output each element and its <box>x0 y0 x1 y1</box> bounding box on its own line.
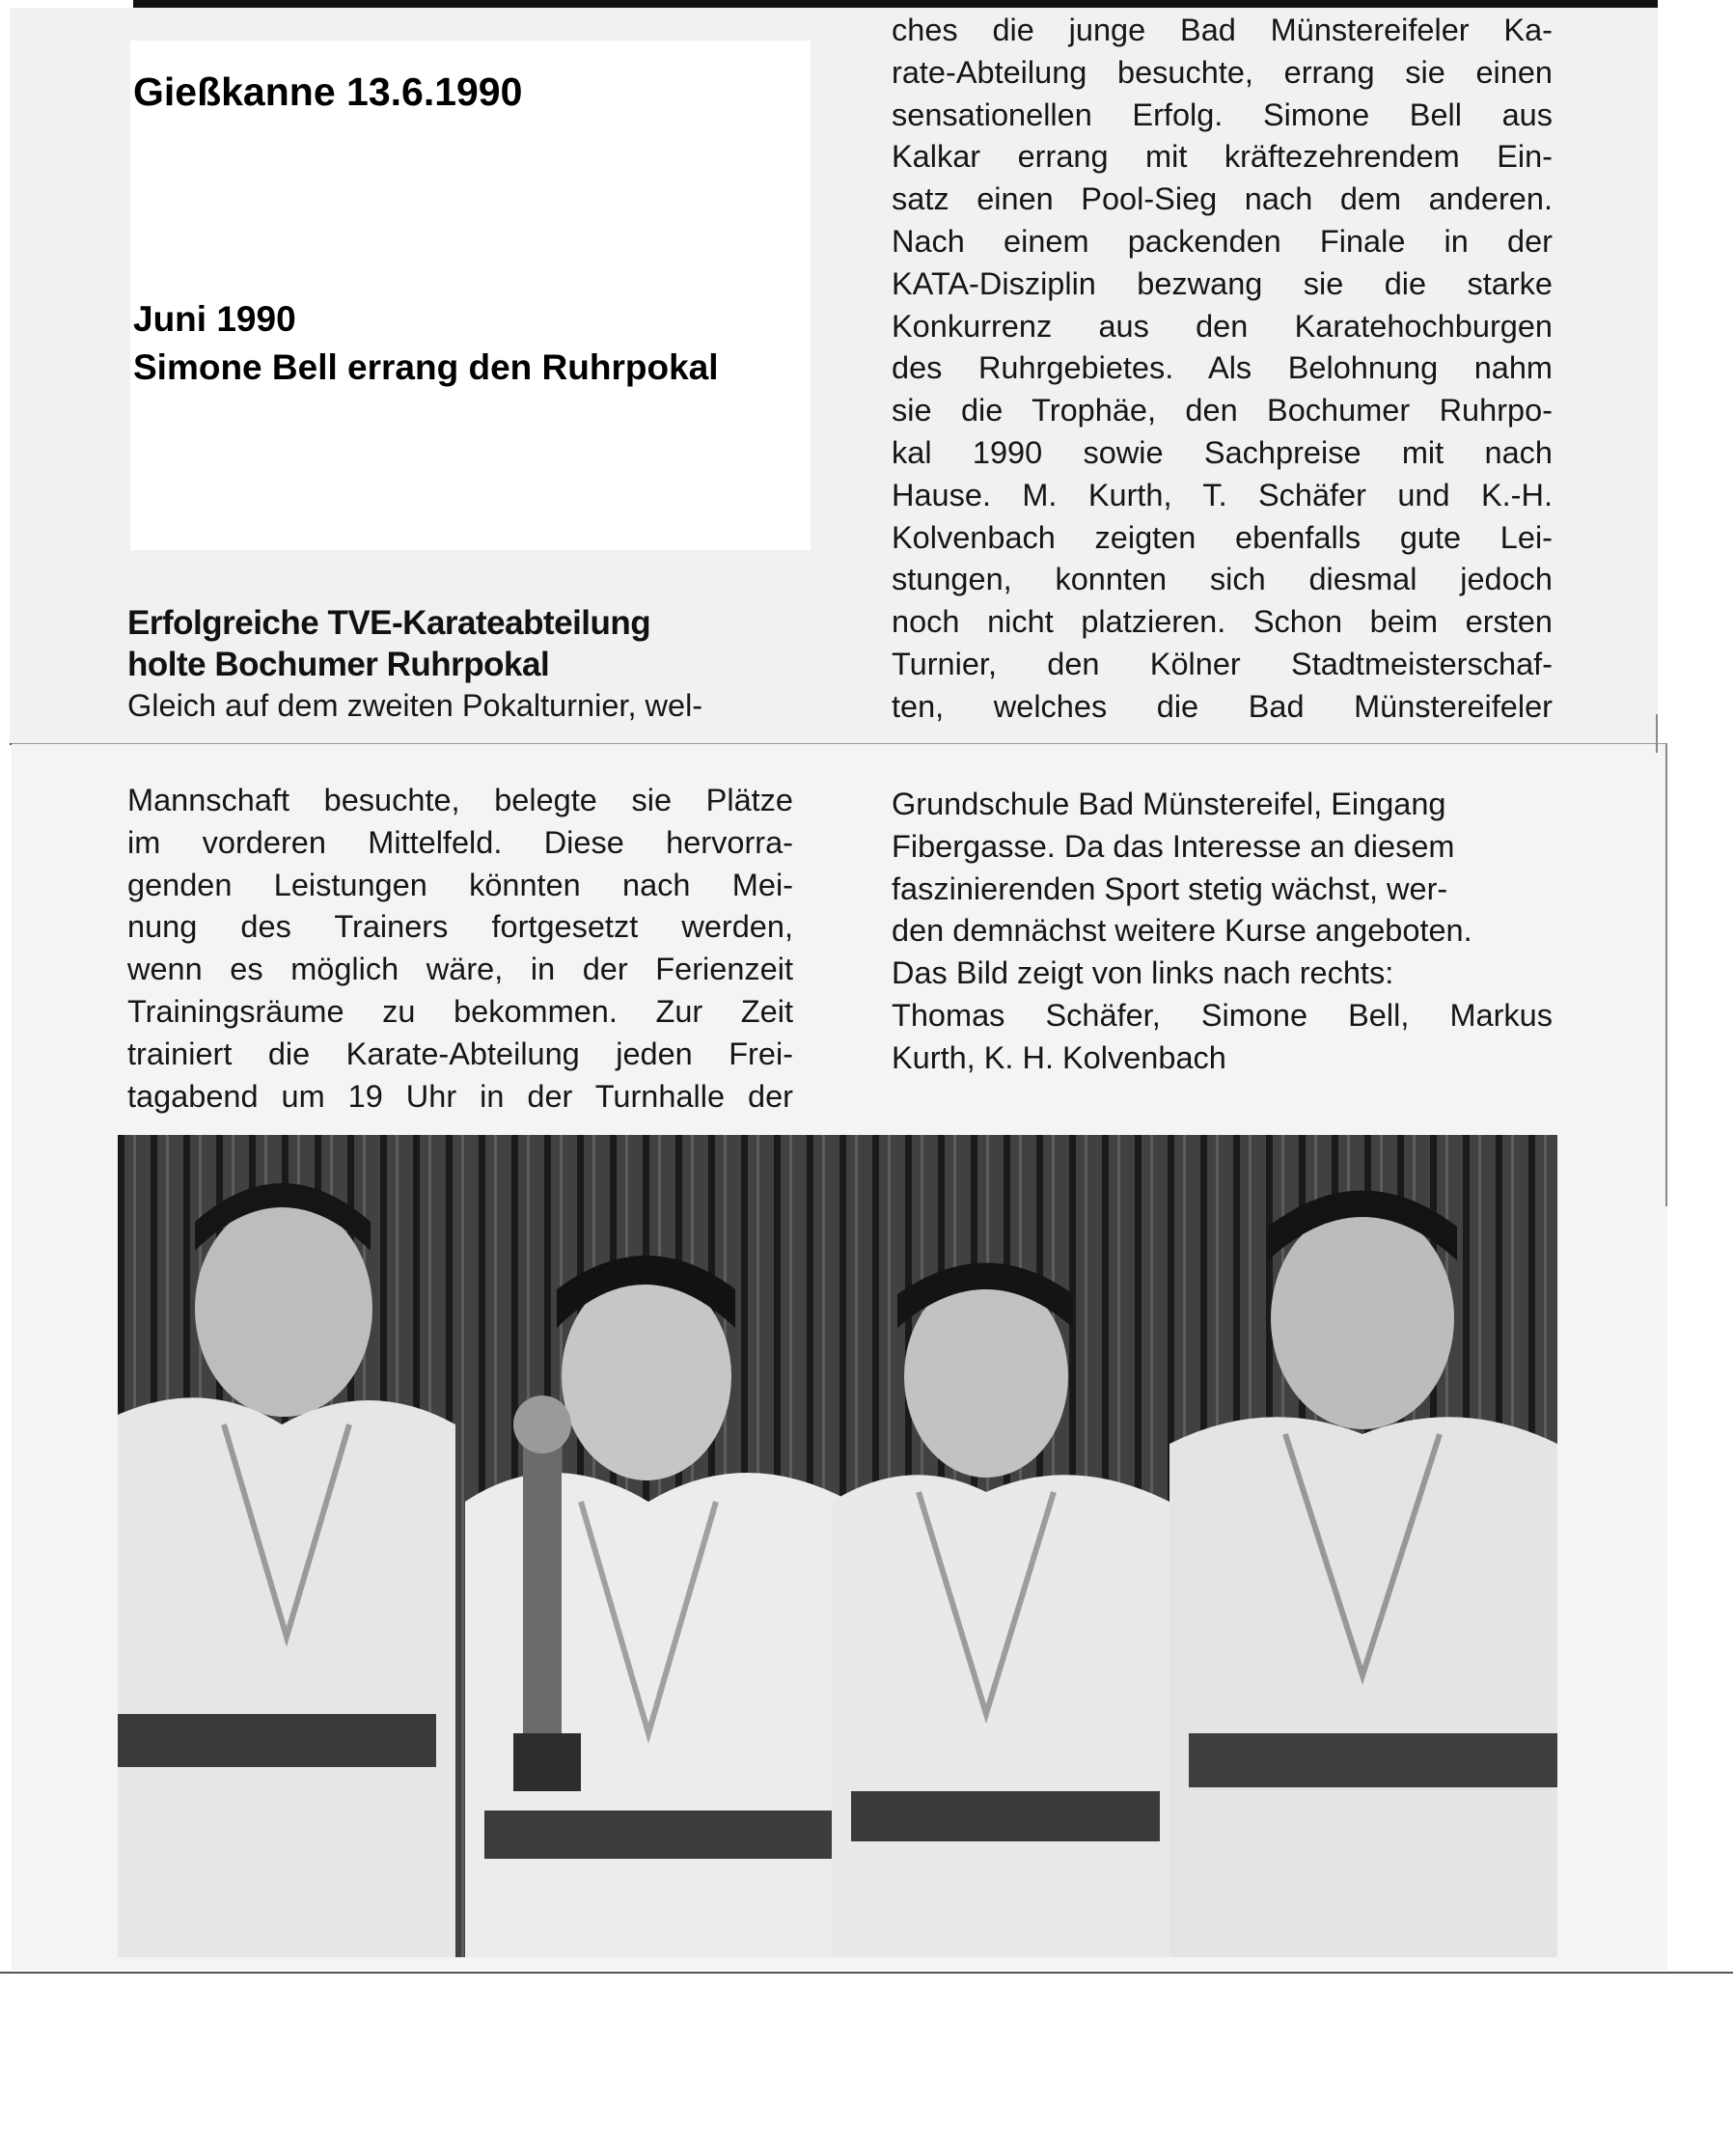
text-line: stungen, konnten sich diesmal jedoch <box>892 562 1553 597</box>
text-column-lower-left <box>127 780 793 1118</box>
text-column-lower-right <box>892 784 1553 1080</box>
text-line: den demnächst weitere Kurse angeboten. <box>892 913 1472 949</box>
text-line: rate-Abteilung besuchte, errang sie einen <box>892 54 1553 90</box>
text-line: genden Leistungen könnten nach Mei- <box>127 867 793 902</box>
team-photo-illustration <box>118 1135 1557 1957</box>
text-line: Fibergasse. Da das Interesse an diesem <box>892 828 1455 864</box>
text-line: ches die junge Bad Münstereifeler Ka- <box>892 13 1553 47</box>
label-title: Gießkanne 13.6.1990 <box>133 69 523 114</box>
text-line: kal 1990 sowie Sachpreise mit nach <box>892 434 1553 470</box>
text-line: Kalkar errang mit kräftezehrendem Ein- <box>892 139 1553 175</box>
text-line: KATA-Disziplin bezwang sie die starke <box>892 265 1553 301</box>
label-subtitle: Simone Bell errang den Ruhrpokal <box>133 347 719 387</box>
bottom-rule <box>0 1972 1733 1974</box>
text-line: Hause. M. Kurth, T. Schäfer und K.-H. <box>892 477 1553 512</box>
text-line: Das Bild zeigt von links nach rechts: <box>892 955 1394 991</box>
text-line: Turnier, den Kölner Stadtmeisterschaf- <box>892 646 1553 681</box>
text-line: sie die Trophäe, den Bochumer Ruhrpo- <box>892 393 1553 428</box>
paper-edge <box>1656 714 1658 753</box>
text-line: nung des Trainers fortgesetzt werden, <box>127 909 793 945</box>
caption-label <box>130 41 811 550</box>
headline-line: Erfolgreiche TVE-Karateabteilung <box>127 604 651 642</box>
text-line: tagabend um 19 Uhr in der Turnhalle der <box>127 1078 793 1114</box>
text-line: des Ruhrgebietes. Als Belohnung nahm <box>892 350 1553 386</box>
text-line: im vorderen Mittelfeld. Diese hervorra- <box>127 824 793 860</box>
text-line: trainiert die Karate-Abteilung jeden Frei- <box>127 1036 793 1071</box>
label-date: Juni 1990 <box>133 299 296 339</box>
text-line: faszinierenden Sport stetig wächst, wer- <box>892 871 1448 906</box>
text-line: Thomas Schäfer, Simone Bell, Markus <box>892 997 1553 1033</box>
text-line: Mannschaft besuchte, belegte sie Plätze <box>127 783 793 817</box>
text-column-upper-right <box>892 10 1553 729</box>
top-rule <box>133 0 1658 8</box>
article-headline <box>127 602 650 685</box>
headline-line: holte Bochumer Ruhrpokal <box>127 646 550 683</box>
paper-edge <box>1665 743 1667 1206</box>
text-line: Nach einem packenden Finale in der <box>892 223 1553 259</box>
text-line: Gleich auf dem zweiten Pokalturnier, wel- <box>127 688 703 723</box>
text-line: wenn es möglich wäre, in der Ferienzeit <box>127 952 793 987</box>
text-line: Grundschule Bad Münstereifel, Eingang <box>892 787 1446 821</box>
team-photo <box>118 1135 1557 1957</box>
text-line: satz einen Pool-Sieg nach dem anderen. <box>892 181 1553 217</box>
text-line: Kurth, K. H. Kolvenbach <box>892 1039 1226 1075</box>
text-line: noch nicht platzieren. Schon beim ersten <box>892 604 1553 640</box>
text-line: Kolvenbach zeigten ebenfalls gute Lei- <box>892 519 1553 555</box>
text-line: sensationellen Erfolg. Simone Bell aus <box>892 97 1553 132</box>
text-line: ten, welches die Bad Münstereifeler <box>892 688 1553 724</box>
text-line: Konkurrenz aus den Karatehochburgen <box>892 308 1553 344</box>
text-line: Trainingsräume zu bekommen. Zur Zeit <box>127 993 793 1029</box>
text-column-upper-left <box>127 685 793 728</box>
